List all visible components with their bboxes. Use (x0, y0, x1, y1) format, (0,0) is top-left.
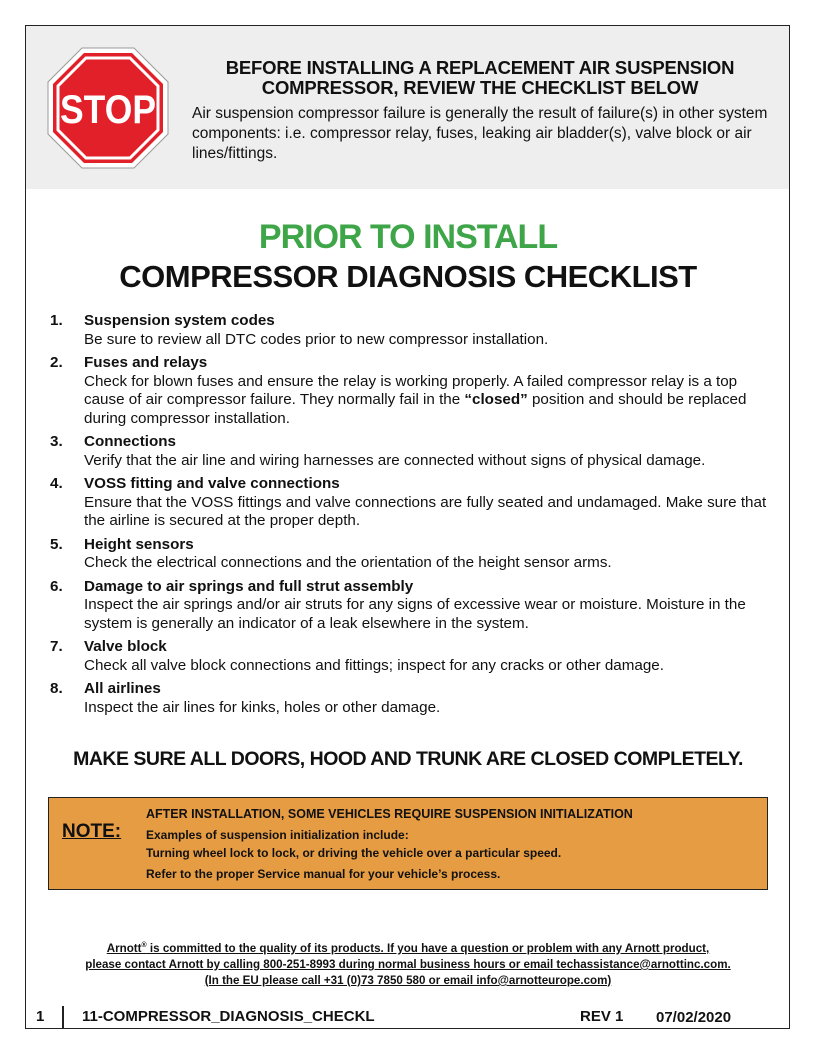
item-title: Connections (84, 433, 176, 450)
checklist-item (50, 475, 780, 531)
divider (62, 1006, 64, 1029)
checklist-item (50, 680, 780, 717)
document-name: 11-COMPRESSOR_DIAGNOSIS_CHECKL (82, 1008, 375, 1025)
item-description-part: Check for blown fuses and ensure the relay is working properly. A failed compressor relay is a top cause of air compressor failure. They normally fail in the (84, 372, 738, 408)
item-title: Fuses and relays (84, 354, 208, 371)
checklist-item (50, 354, 780, 428)
item-title: Valve block (84, 638, 167, 655)
item-description: Be sure to review all DTC codes prior to new compressor installation. (84, 330, 549, 348)
warning-title-line1: BEFORE INSTALLING A REPLACEMENT AIR SUSPENSION (225, 57, 735, 78)
item-title: VOSS fitting and valve connections (84, 475, 340, 492)
checklist-item (50, 312, 780, 349)
footer-line1 (30, 938, 786, 957)
item-title: All airlines (84, 680, 161, 697)
checklist-item (50, 536, 780, 573)
note-heading: AFTER INSTALLATION, SOME VEHICLES REQUIRE SUSPENSION INITIALIZATION (146, 807, 633, 821)
item-title: Damage to air springs and full strut assembly (84, 577, 414, 595)
item-title: Height sensors (84, 535, 194, 553)
item-description: Inspect the air lines for kinks, holes or other damage. (84, 698, 441, 716)
note-label: NOTE: (62, 821, 122, 842)
checklist-item (50, 433, 780, 470)
revision: REV 1 (580, 1008, 624, 1025)
note-line: Refer to the proper Service manual for your vehicle’s process. (146, 867, 501, 881)
item-number: 5. (50, 535, 63, 553)
item-number: 1. (50, 312, 63, 329)
page-number: 1 (36, 1008, 45, 1025)
item-description: Inspect the air springs and/or air struts for any signs of excessive wear or moisture. Moisture in the system is generally an indicator of a leak elsewhere in the system. (84, 596, 746, 632)
checklist-item (50, 578, 780, 634)
item-description-emphasis: “closed” (464, 391, 528, 408)
warning-title (190, 58, 770, 98)
item-number: 6. (50, 577, 63, 595)
stop-sign-text: STOP (60, 88, 156, 132)
note-line: Examples of suspension initialization include: (146, 828, 409, 842)
footer-line1-text: is committed to the quality of its products. If you have a question or problem with any Arnott product, (146, 941, 710, 955)
closed-notice: MAKE SURE ALL DOORS, HOOD AND TRUNK ARE CLOSED COMPLETELY. (73, 748, 743, 770)
stop-sign-icon (46, 46, 170, 170)
checklist-item (50, 638, 780, 675)
checklist-title: COMPRESSOR DIAGNOSIS CHECKLIST (119, 259, 697, 294)
item-description (84, 373, 780, 429)
checklist (50, 312, 780, 722)
note-line: Turning wheel lock to lock, or driving the vehicle over a particular speed. (146, 846, 562, 860)
item-description-part: position and should be replaced during compressor installation. (84, 391, 747, 427)
footer-brand: Arnott (106, 941, 142, 955)
item-number: 4. (50, 475, 63, 492)
registered-mark: ® (141, 942, 147, 949)
item-number: 3. (50, 433, 63, 450)
warning-title-line2: COMPRESSOR, REVIEW THE CHECKLIST BELOW (261, 77, 699, 98)
document-info-bar (25, 1006, 790, 1029)
item-number: 7. (50, 638, 63, 655)
contact-footer (30, 938, 786, 989)
document-date: 07/02/2020 (656, 1009, 732, 1026)
item-number: 8. (50, 680, 63, 697)
item-description: Verify that the air line and wiring harnesses are connected without signs of physical damage. (84, 451, 706, 469)
item-description: Check the electrical connections and the orientation of the height sensor arms. (84, 554, 612, 571)
item-description: Ensure that the VOSS fittings and valve connections are fully seated and undamaged. Make sure that the airline is secured at the proper depth. (84, 493, 767, 529)
warning-body: Air suspension compressor failure is generally the result of failure(s) in other system components: i.e. compressor relay, fuses, leaking air bladder(s), valve block or air lines/fittings. (192, 105, 768, 162)
item-description: Check all valve block connections and fittings; inspect for any cracks or other damage. (84, 656, 664, 674)
footer-line3: (In the EU please call +31 (0)73 7850 580 or email info@arnotteurope.com) (204, 973, 612, 987)
prior-to-install-heading: PRIOR TO INSTALL (258, 218, 558, 256)
footer-line2: please contact Arnott by calling 800-251-8993 during normal business hours or email techassistance@arnottinc.com. (85, 957, 731, 971)
note-box (48, 797, 768, 890)
item-number: 2. (50, 354, 63, 371)
item-title: Suspension system codes (84, 312, 275, 329)
